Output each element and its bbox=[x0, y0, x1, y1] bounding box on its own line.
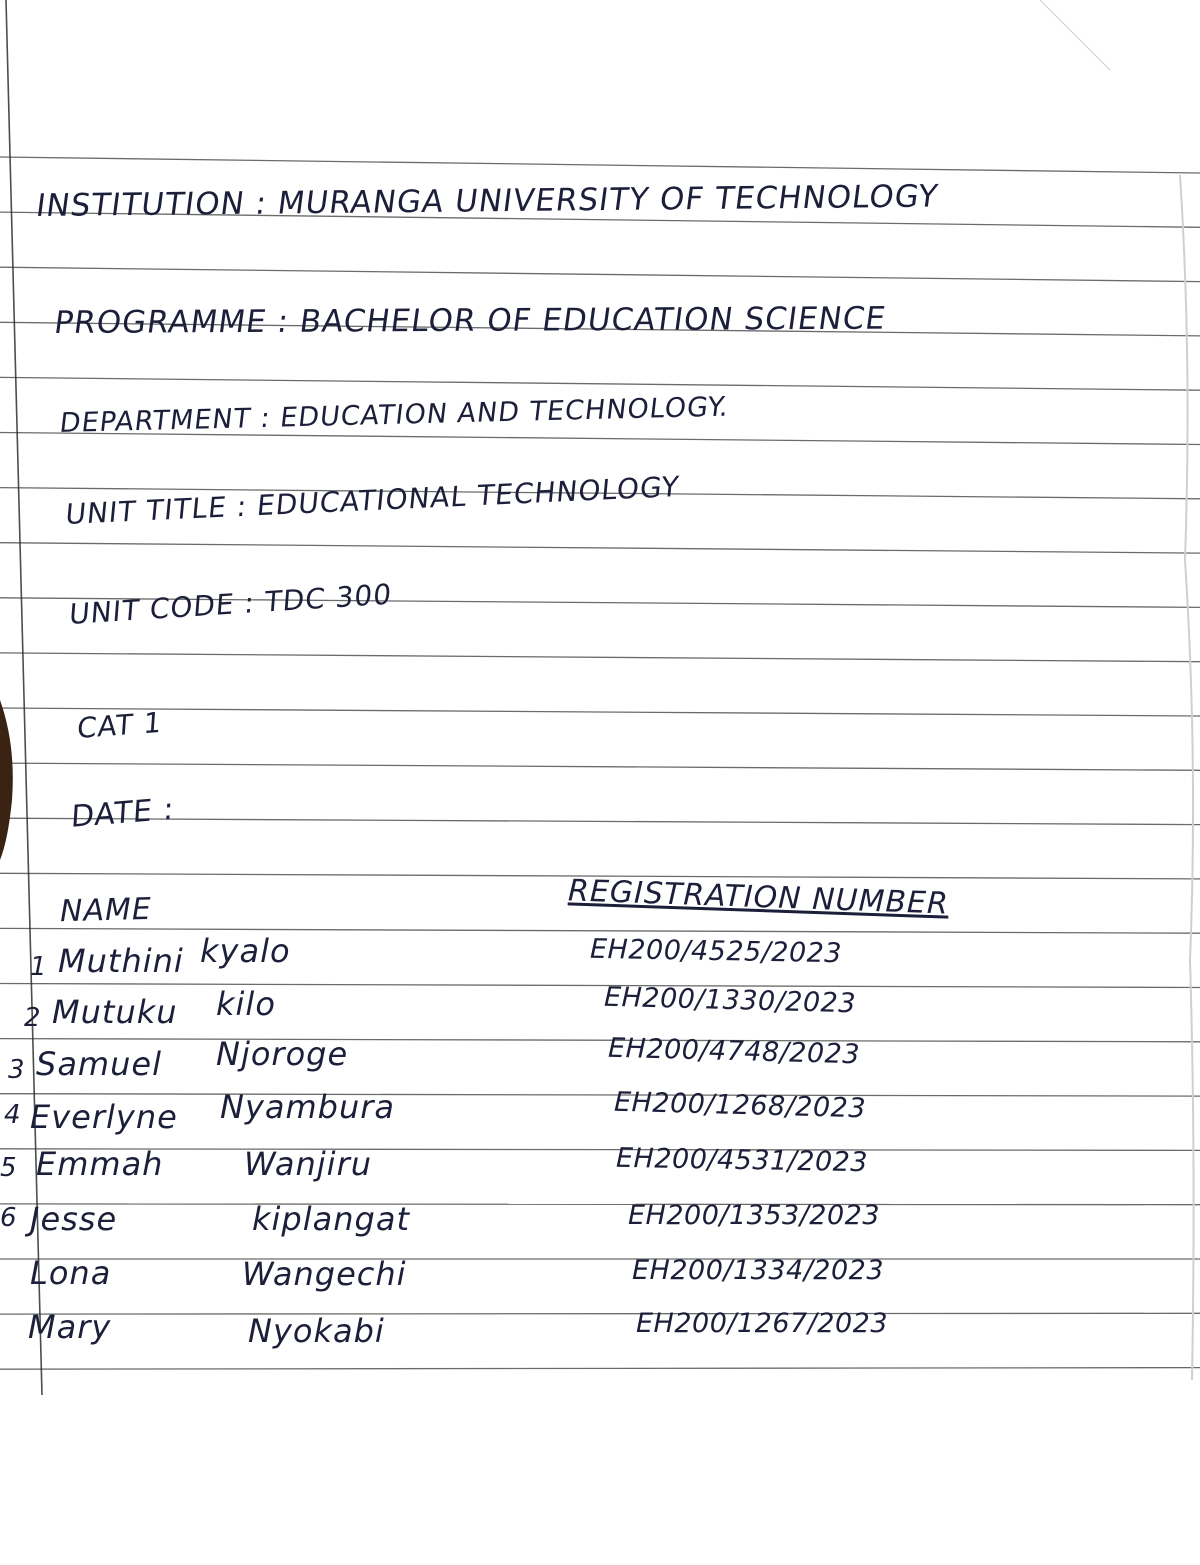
first-name: Samuel bbox=[36, 1045, 162, 1083]
row-number: 3 bbox=[8, 1055, 26, 1085]
registration-number: EH200/1353/2023 bbox=[628, 1200, 881, 1231]
unit-title-line: UNIT TITLE : EDUCATIONAL TECHNOLOGY bbox=[64, 469, 681, 531]
last-name: kilo bbox=[216, 985, 276, 1023]
first-name: Mutuku bbox=[52, 993, 178, 1031]
row-number: 1 bbox=[30, 952, 48, 982]
department-line: DEPARTMENT : EDUCATION AND TECHNOLOGY. bbox=[58, 391, 731, 439]
last-name: Njoroge bbox=[216, 1035, 349, 1073]
row-number: 5 bbox=[0, 1153, 18, 1183]
last-name: Wangechi bbox=[242, 1255, 407, 1293]
hand-shadow bbox=[0, 700, 13, 860]
row-number: 6 bbox=[0, 1203, 18, 1233]
last-name: Nyokabi bbox=[248, 1312, 385, 1350]
registration-number: EH200/4748/2023 bbox=[607, 1032, 861, 1071]
first-name: Muthini bbox=[58, 942, 184, 980]
last-name: Nyambura bbox=[220, 1088, 396, 1126]
first-name: Everlyne bbox=[30, 1098, 178, 1136]
date-line: DATE : bbox=[70, 791, 176, 835]
name-column-header: NAME bbox=[59, 891, 153, 930]
first-name: Emmah bbox=[36, 1145, 164, 1183]
registration-number: EH200/1330/2023 bbox=[603, 981, 857, 1020]
registration-number: EH200/4531/2023 bbox=[615, 1142, 869, 1179]
first-name: Lona bbox=[30, 1254, 112, 1292]
registration-number: EH200/1334/2023 bbox=[632, 1255, 885, 1286]
programme-line: PROGRAMME : BACHELOR OF EDUCATION SCIENCE bbox=[52, 300, 889, 341]
registration-number: EH200/4525/2023 bbox=[589, 933, 843, 970]
registration-column-header: REGISTRATION NUMBER bbox=[567, 873, 950, 922]
institution-line: INSTITUTION : MURANGA UNIVERSITY OF TECHNOLOGY bbox=[34, 178, 941, 224]
cat-line: CAT 1 bbox=[76, 705, 164, 745]
last-name: kiplangat bbox=[252, 1200, 410, 1238]
unit-code-line: UNIT CODE : TDC 300 bbox=[68, 577, 394, 631]
row-number: 2 bbox=[24, 1003, 42, 1033]
last-name: kyalo bbox=[200, 932, 291, 970]
last-name: Wanjiru bbox=[244, 1145, 372, 1183]
row-number: 4 bbox=[4, 1100, 22, 1130]
first-name: Mary bbox=[28, 1308, 112, 1346]
first-name: Jesse bbox=[30, 1200, 118, 1238]
registration-number: EH200/1267/2023 bbox=[636, 1308, 889, 1339]
registration-number: EH200/1268/2023 bbox=[613, 1086, 867, 1125]
